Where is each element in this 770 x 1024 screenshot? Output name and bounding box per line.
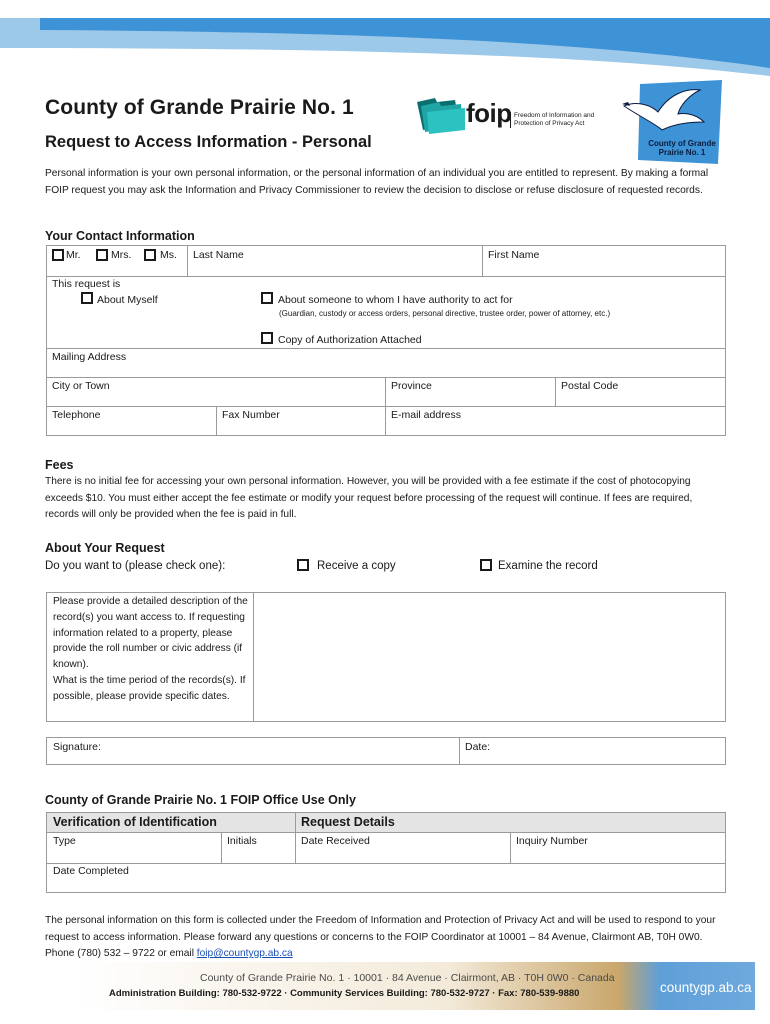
copy-authorization-checkbox[interactable] [261, 332, 273, 344]
copy-authorization-label: Copy of Authorization Attached [278, 334, 422, 346]
privacy-notice [45, 913, 727, 963]
mr-label: Mr. [66, 249, 81, 261]
examine-record-label: Examine the record [498, 560, 598, 572]
request-is-label: This request is [52, 278, 121, 290]
request-heading: About Your Request [45, 541, 165, 555]
fees-heading: Fees [45, 458, 74, 472]
page-subtitle: Request to Access Information - Personal [45, 133, 372, 151]
about-someone-checkbox[interactable] [261, 292, 273, 304]
privacy-notice-text: The personal information on this form is collected under the Freedom of Information and Protection of Privacy Act and will be used to respond to your request to access information. Please forward any questions or concerns to the FOIP Coordinator at 10001 – 84 Avenue, Clairmont AB, T0H 0W0. Phone (780) 532 – 9722 or email [45, 915, 716, 959]
receive-copy-label: Receive a copy [317, 560, 396, 572]
mailing-address-field[interactable]: Mailing Address [52, 351, 127, 363]
intro-paragraph: Personal information is your own personal information, or the personal information of an individual you are entitled to represent. By making a formal FOIP request you may ask the Information and Privacy Commissioner to review the decision to disclose or refuse disclosure of requested records. [45, 168, 709, 196]
province-field[interactable]: Province [391, 380, 432, 392]
type-field[interactable]: Type [53, 835, 76, 847]
page-title: County of Grande Prairie No. 1 [45, 96, 354, 119]
about-myself-label: About Myself [97, 294, 158, 306]
first-name-field[interactable]: First Name [488, 249, 540, 261]
postal-code-field[interactable]: Postal Code [561, 380, 619, 392]
signature-table [46, 737, 726, 765]
county-logo-text: County of Grande Prairie No. 1 [648, 139, 716, 157]
guardian-note: (Guardian, custody or access orders, personal directive, trustee order, power of attorney, etc.) [279, 309, 611, 318]
about-myself-checkbox[interactable] [81, 292, 93, 304]
foip-email-link[interactable]: foip@countygp.ab.ca [196, 948, 293, 959]
request-description-field[interactable] [254, 593, 725, 721]
telephone-field[interactable]: Telephone [52, 409, 101, 421]
email-field[interactable]: E-mail address [391, 409, 462, 421]
mr-checkbox[interactable] [52, 249, 64, 261]
last-name-field[interactable]: Last Name [193, 249, 244, 261]
verification-header: Verification of Identification [53, 815, 217, 829]
ms-checkbox[interactable] [144, 249, 156, 261]
initials-field[interactable]: Initials [227, 835, 257, 847]
date-received-field[interactable]: Date Received [301, 835, 370, 847]
foip-logo-text: foip [466, 98, 512, 128]
footer-address: County of Grande Prairie No. 1 · 10001 · 84 Avenue · Clairmont, AB · T0H 0W0 · Canada [200, 972, 615, 984]
city-town-field[interactable]: City or Town [52, 380, 110, 392]
footer-bar [75, 962, 755, 1010]
mrs-label: Mrs. [111, 249, 132, 261]
contact-heading: Your Contact Information [45, 229, 195, 243]
time-period-prompt: What is the time period of the records(s). If possible, please provide specific dates. [53, 675, 246, 702]
description-prompt: Please provide a detailed description of the record(s) you want access to. If requesting information related to a property, please provide the roll number or civic address (if known). [53, 596, 248, 671]
date-field[interactable]: Date: [465, 741, 491, 753]
footer-url[interactable]: countygp.ab.ca [660, 980, 752, 995]
ms-label: Ms. [160, 249, 177, 261]
request-question: Do you want to (please check one): [45, 560, 226, 572]
mrs-checkbox[interactable] [96, 249, 108, 261]
foip-tagline: Freedom of Information and Protection of Privacy Act [510, 112, 605, 128]
date-completed-field[interactable]: Date Completed [53, 865, 129, 877]
office-use-heading: County of Grande Prairie No. 1 FOIP Office Use Only [45, 793, 356, 807]
examine-record-checkbox[interactable] [480, 559, 492, 571]
request-details-header: Request Details [301, 815, 395, 829]
fax-field[interactable]: Fax Number [222, 409, 280, 421]
fees-paragraph: There is no initial fee for accessing your own personal information. However, you will be provided with a fee estimate if the cost of photocopying exceeds $10. You must either accept the fee estimate or modify your request before processing of the request will continue. If fees are required, records will only be provided when the fee is paid in full. [45, 476, 693, 520]
receive-copy-checkbox[interactable] [297, 559, 309, 571]
inquiry-number-field[interactable]: Inquiry Number [516, 835, 588, 847]
about-someone-label: About someone to whom I have authority to act for [278, 294, 513, 306]
footer-phones: Administration Building: 780-532-9722 · Community Services Building: 780-532-9727 · Fax: 780-539-9880 [109, 988, 580, 999]
signature-field[interactable]: Signature: [53, 741, 101, 753]
